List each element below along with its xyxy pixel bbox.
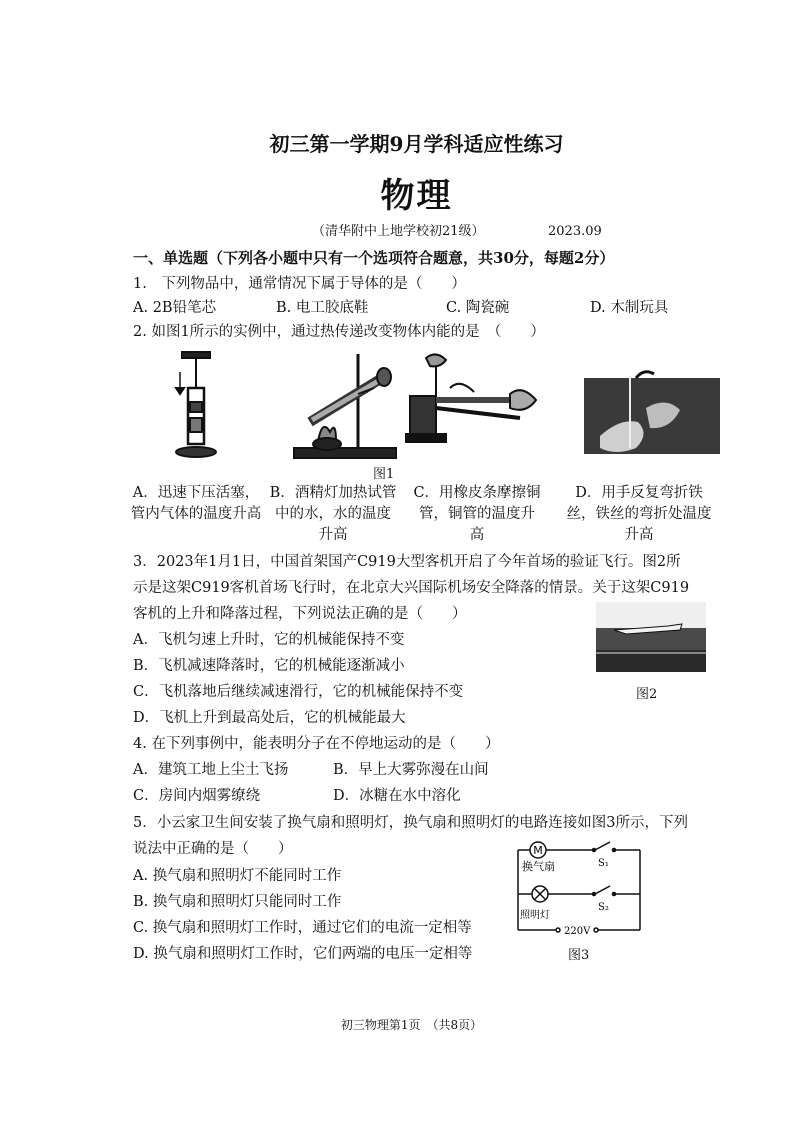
exam-title: 初三第一学期9月学科适应性练习: [269, 132, 564, 156]
aircraft-landing-image: [596, 602, 706, 672]
question-3-line-2: 示是这架C919客机首场飞行时，在北京大兴国际机场安全降落的情景。关于这架C919: [133, 580, 690, 596]
section-heading: 一、单选题（下列各小题中只有一个选项符合题意，共30分，每题2分）: [133, 249, 615, 267]
motor-symbol-label: M: [533, 844, 543, 857]
question-1-option-d: D. 木制玩具: [590, 300, 669, 316]
question-5-option-a: A. 换气扇和照明灯不能同时工作: [133, 868, 342, 884]
lamp-label: 照明灯: [520, 910, 550, 921]
question-1-option-b: B. 电工胶底鞋: [276, 300, 369, 316]
school-name: （清华附中上地学校初21级）: [312, 224, 485, 239]
question-4-stem: 4. 在下列事例中，能表明分子在不停地运动的是（ ）: [133, 736, 500, 752]
question-4-option-b: B．早上大雾弥漫在山间: [333, 762, 489, 778]
subject-title: 物理: [380, 176, 453, 216]
switch-s2-label: S₂: [598, 902, 609, 913]
question-2-option-d: D．用手反复弯折铁丝，铁丝的弯折处温度升高: [566, 485, 712, 543]
question-2-option-a: A．迅速下压活塞，管内气体的温度升高: [130, 485, 262, 522]
question-5-line-1: 5．小云家卫生间安装了换气扇和照明灯，换气扇和照明灯的电路连接如图3所示，下列: [133, 815, 688, 831]
page-footer: 初三物理第1页 （共8页）: [340, 1018, 483, 1032]
alcohol-lamp-test-tube-image: [294, 354, 396, 458]
question-2-option-b: B．酒精灯加热试管中的水，水的温度升高: [269, 485, 397, 543]
question-3-option-d: D．飞机上升到最高处后，它的机械能最大: [133, 710, 406, 726]
exam-date: 2023.09: [548, 224, 602, 239]
question-5-option-d: D. 换气扇和照明灯工作时，它们两端的电压一定相等: [133, 946, 473, 962]
question-5-line-2: 说法中正确的是（ ）: [133, 841, 293, 857]
voltage-label: 220V: [564, 926, 591, 937]
question-3-option-c: C．飞机落地后继续减速滑行，它的机械能保持不变: [133, 684, 464, 700]
question-2-option-c: C．用橡皮条摩擦铜管，铜管的温度升高: [413, 485, 541, 543]
figure-3-caption: 图3: [568, 948, 590, 963]
circuit-diagram: [510, 834, 650, 938]
figure-1: [160, 348, 780, 470]
question-3-line-3: 客机的上升和降落过程，下列说法正确的是（ ）: [133, 606, 467, 622]
motor-label: 换气扇: [522, 860, 555, 873]
question-3-option-a: A．飞机匀速上升时，它的机械能保持不变: [133, 632, 405, 648]
figure-1-caption: 图1: [373, 467, 395, 482]
question-1-stem: 1. 下列物品中，通常情况下属于导体的是（ ）: [133, 276, 466, 292]
question-5-option-b: B. 换气扇和照明灯只能同时工作: [133, 894, 342, 910]
question-3-line-1: 3．2023年1月1日，中国首架国产C919大型客机开启了今年首场的验证飞行。图2所: [133, 554, 681, 570]
rubbing-copper-tube-image: [406, 354, 536, 442]
question-4-option-c: C．房间内烟雾缭绕: [133, 788, 261, 804]
switch-s1: [595, 842, 610, 850]
bending-iron-wire-image: [584, 372, 720, 454]
question-4-option-a: A．建筑工地上尘土飞扬: [133, 762, 289, 778]
question-1-option-a: A. 2B铅笔芯: [133, 300, 217, 316]
piston-cylinder-image: [176, 352, 216, 457]
question-4-option-d: D．冰糖在水中溶化: [333, 788, 461, 804]
figure-2-caption: 图2: [636, 687, 658, 702]
switch-s2: [595, 886, 610, 894]
question-5-option-c: C. 换气扇和照明灯工作时，通过它们的电流一定相等: [133, 920, 472, 936]
question-1-option-c: C. 陶瓷碗: [446, 300, 510, 316]
question-3-option-b: B．飞机减速降落时，它的机械能逐渐减小: [133, 658, 405, 674]
switch-s1-label: S₁: [598, 858, 609, 869]
question-2-stem: 2. 如图1所示的实例中，通过热传递改变物体内能的是 （ ）: [133, 324, 545, 340]
